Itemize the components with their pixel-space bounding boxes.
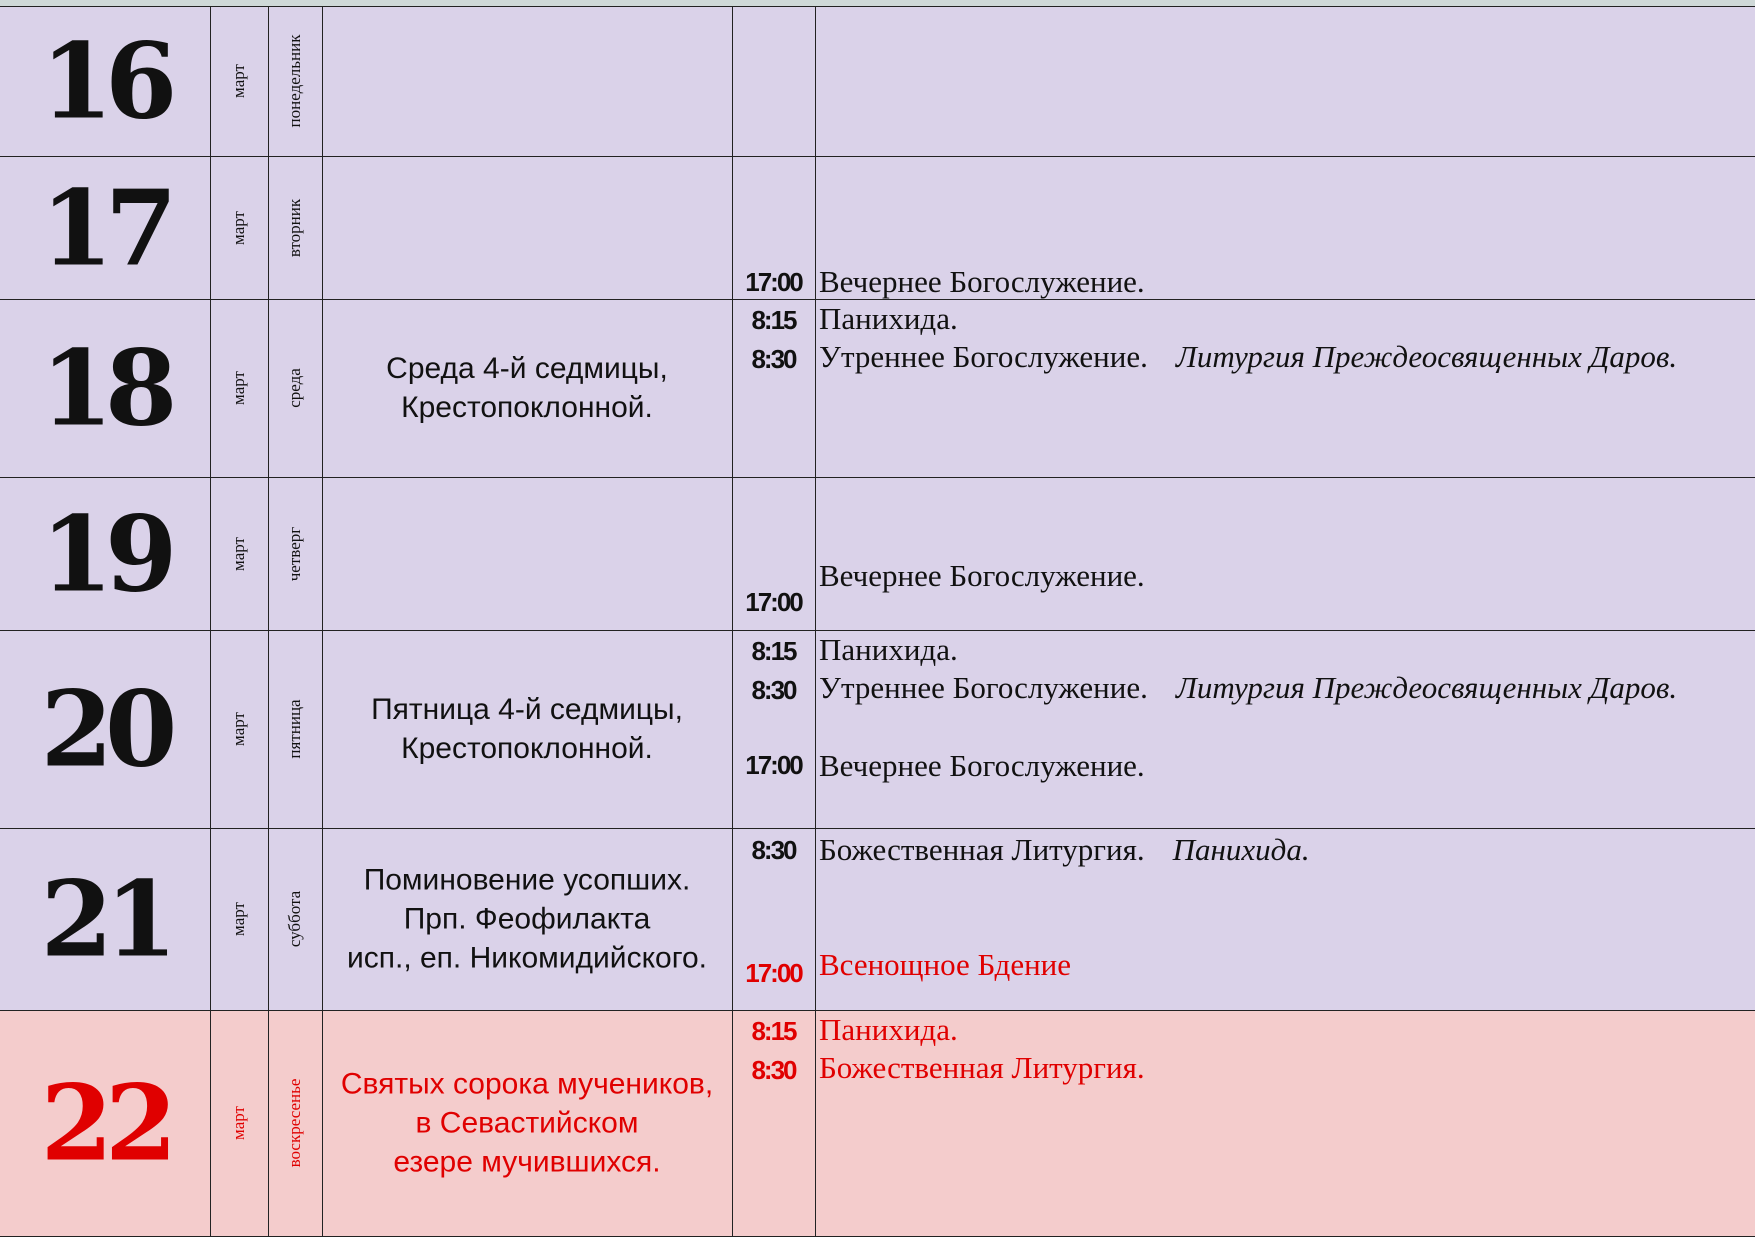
time-cell: [732, 6, 815, 156]
day-number: 16: [40, 19, 170, 143]
weekday-cell: [268, 630, 322, 828]
service-line: [819, 632, 958, 668]
month-cell: [210, 477, 268, 630]
feast-line: езере мучившихся.: [393, 1145, 661, 1179]
day-number-cell: [0, 477, 210, 630]
weekday-cell: [268, 6, 322, 156]
grid-line: [0, 1236, 1755, 1237]
feast-line: в Севастийском: [415, 1106, 639, 1140]
service-time: 8:15: [751, 636, 796, 666]
day-number: 17: [40, 166, 170, 289]
service-name: Вечернее Богослужение.: [819, 264, 1145, 299]
feast-cell: [322, 477, 732, 630]
service-line: [819, 670, 1677, 706]
service-cell: [815, 630, 1755, 828]
service-time: 17:00: [745, 587, 802, 617]
day-number-cell: [0, 156, 210, 299]
feast-cell: [322, 299, 732, 477]
service-cell: [815, 299, 1755, 477]
month-label: март: [229, 902, 248, 936]
service-name: Божественная Литургия.: [819, 832, 1145, 867]
service-time: 8:30: [751, 835, 796, 865]
grid-line: [0, 6, 1755, 7]
month-cell: [210, 828, 268, 1010]
grid-line: [815, 6, 816, 1236]
feast-cell: [322, 6, 732, 156]
day-number: 21: [40, 857, 170, 981]
grid-line: [0, 477, 1755, 478]
feast-line: Крестопоклонной.: [401, 732, 653, 765]
service-time: 17:00: [745, 267, 802, 297]
service-name: Панихида.: [819, 632, 958, 667]
feast-title: [322, 1065, 732, 1182]
service-name: Утреннее Богослужение.: [819, 339, 1148, 374]
service-cell: [815, 477, 1755, 630]
service-line: [819, 1012, 958, 1048]
weekday-label: среда: [285, 368, 304, 408]
weekday-cell: [268, 477, 322, 630]
day-number-cell: [0, 828, 210, 1010]
service-line: [819, 947, 1071, 983]
feast-cell: [322, 156, 732, 299]
day-number: 22: [40, 1061, 170, 1185]
feast-line: Прп. Феофилакта: [403, 902, 651, 936]
grid-line: [0, 1010, 1755, 1011]
service-extra: Литургия Преждеосвященных Даров.: [1175, 670, 1678, 705]
month-label: март: [229, 210, 248, 245]
grid-line: [322, 6, 323, 1236]
service-time: 8:30: [751, 344, 796, 374]
month-cell: [210, 630, 268, 828]
feast-title: [322, 861, 732, 978]
service-cell: [815, 1010, 1755, 1236]
day-number: 19: [40, 492, 170, 615]
day-number-cell: [0, 299, 210, 477]
day-row-18: [0, 299, 1755, 477]
day-row-20: [0, 630, 1755, 828]
service-line: [819, 832, 1310, 868]
service-line: [819, 558, 1145, 594]
service-line: [819, 1050, 1145, 1086]
month-label: март: [229, 536, 248, 571]
feast-line: исп., еп. Никомидийского.: [346, 941, 708, 975]
grid-line: [210, 6, 211, 1236]
time-cell: [732, 477, 815, 630]
grid-line: [0, 630, 1755, 631]
weekday-cell: [268, 156, 322, 299]
service-extra: Панихида.: [1172, 832, 1310, 867]
feast-line: Святых сорока мучеников,: [340, 1067, 714, 1101]
weekday-cell: [268, 828, 322, 1010]
weekday-label: понедельник: [285, 34, 304, 128]
service-line: [819, 748, 1145, 784]
time-cell: [732, 630, 815, 828]
feast-line: Пятница 4-й седмицы,: [371, 693, 683, 726]
grid-line: [0, 299, 1755, 300]
service-name: Вечернее Богослужение.: [819, 748, 1145, 783]
service-name: Всенощное Бдение: [819, 947, 1072, 982]
month-label: март: [229, 1106, 248, 1140]
time-cell: [732, 156, 815, 299]
month-label: март: [229, 712, 248, 746]
weekday-label: воскресенье: [285, 1078, 304, 1168]
service-time: 8:30: [751, 675, 796, 705]
weekday-label: суббота: [285, 890, 304, 948]
grid-line: [0, 828, 1755, 829]
service-time: 8:15: [751, 1016, 796, 1046]
day-row-16: [0, 6, 1755, 156]
grid-line: [0, 156, 1755, 157]
weekday-label: вторник: [285, 198, 304, 257]
day-number: 20: [40, 667, 170, 791]
grid-line: [268, 6, 269, 1236]
weekday-cell: [268, 1010, 322, 1236]
service-cell: [815, 156, 1755, 299]
feast-line: Среда 4-й седмицы,: [386, 352, 668, 385]
service-line: [819, 301, 958, 337]
feast-cell: [322, 828, 732, 1010]
service-name: Утреннее Богослужение.: [819, 670, 1148, 705]
day-number-cell: [0, 6, 210, 156]
service-time: 17:00: [745, 750, 802, 780]
feast-line: Поминовение усопших.: [363, 863, 691, 897]
service-name: Панихида.: [819, 1012, 958, 1047]
day-row-19: [0, 477, 1755, 630]
feast-cell: [322, 630, 732, 828]
month-label: март: [229, 371, 248, 405]
feast-cell: [322, 1010, 732, 1236]
service-time: 8:30: [751, 1055, 796, 1085]
service-extra: Литургия Преждеосвященных Даров.: [1175, 339, 1678, 374]
weekday-cell: [268, 299, 322, 477]
service-cell: [815, 6, 1755, 156]
day-row-22: [0, 1010, 1755, 1236]
weekday-label: четверг: [285, 526, 304, 581]
month-label: март: [229, 64, 248, 98]
month-cell: [210, 156, 268, 299]
service-name: Панихида.: [819, 301, 958, 336]
time-cell: [732, 299, 815, 477]
feast-line: Крестопоклонной.: [401, 391, 653, 424]
time-cell: [732, 1010, 815, 1236]
feast-title: [322, 349, 732, 427]
service-cell: [815, 828, 1755, 1010]
month-cell: [210, 6, 268, 156]
service-time: 8:15: [751, 305, 796, 335]
day-row-17: [0, 156, 1755, 299]
day-number-cell: [0, 630, 210, 828]
month-cell: [210, 299, 268, 477]
feast-title: [322, 690, 732, 768]
day-row-21: [0, 828, 1755, 1010]
day-number-cell: [0, 1010, 210, 1236]
service-name: Божественная Литургия.: [819, 1050, 1145, 1085]
month-cell: [210, 1010, 268, 1236]
service-time: 17:00: [745, 958, 802, 988]
service-line: [819, 264, 1145, 299]
weekday-label: пятница: [285, 699, 304, 759]
grid-line: [732, 6, 733, 1236]
service-line: [819, 339, 1677, 375]
time-cell: [732, 828, 815, 1010]
day-number: 18: [40, 326, 170, 450]
service-name: Вечернее Богослужение.: [819, 558, 1145, 593]
